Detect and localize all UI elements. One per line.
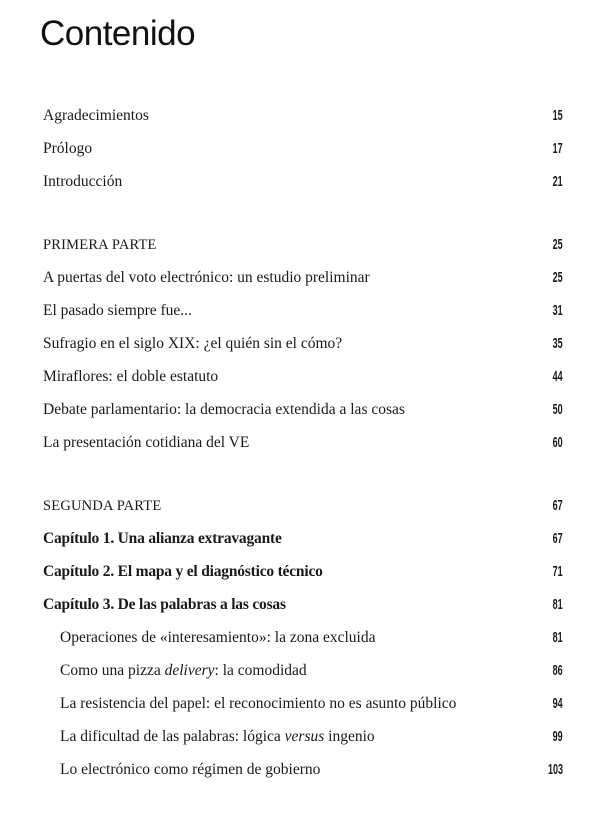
toc-entry-title: Operaciones de «interesamiento»: la zona excluida	[60, 629, 376, 646]
toc-entry[interactable]	[43, 261, 563, 294]
toc-entry[interactable]	[43, 360, 563, 393]
toc-entry[interactable]	[43, 327, 563, 360]
toc-entry-title	[43, 720, 375, 753]
toc-entry-title-part: La dificultad de las palabras: lógica	[60, 728, 285, 745]
toc-page-number: 94	[552, 695, 563, 712]
toc-entry[interactable]	[43, 720, 563, 753]
toc-entry-title: Capítulo 1. Una alianza extravagante	[43, 530, 282, 547]
toc-entry-title: Capítulo 2. El mapa y el diagnóstico técnico	[43, 563, 323, 580]
toc-page-number: 67	[552, 530, 563, 547]
toc-page-number: 15	[552, 107, 563, 124]
toc-page-number: 60	[552, 434, 563, 451]
toc-entry-title: La resistencia del papel: el reconocimiento no es asunto público	[60, 695, 457, 712]
toc-entry-title-part: : la comodidad	[214, 662, 307, 679]
toc-entry[interactable]	[43, 753, 563, 786]
toc-page-number: 86	[552, 662, 563, 679]
toc-entry-title: Introducción	[43, 173, 123, 190]
toc-entry[interactable]	[43, 228, 563, 261]
toc-group	[43, 489, 563, 786]
toc-page-number: 103	[547, 761, 563, 778]
toc-entry-title: Lo electrónico como régimen de gobierno	[60, 761, 321, 778]
toc-page-number: 31	[552, 302, 563, 319]
toc-page-number: 21	[552, 173, 563, 190]
toc-entry-title: Capítulo 3. De las palabras a las cosas	[43, 596, 286, 613]
toc-entry[interactable]	[43, 294, 563, 327]
toc-entry-title-italic: delivery	[164, 662, 215, 679]
toc-entry[interactable]	[43, 165, 563, 198]
toc-page-number: 71	[552, 563, 563, 580]
toc-page-number: 50	[552, 401, 563, 418]
toc-entry-title: Miraflores: el doble estatuto	[43, 368, 219, 385]
toc-entry[interactable]	[43, 522, 563, 555]
toc-entry[interactable]	[43, 393, 563, 426]
toc-group	[43, 99, 563, 198]
toc-entry-title: SEGUNDA PARTE	[43, 498, 162, 514]
toc-entry-title-part: ingenio	[324, 728, 375, 745]
toc-entry-title: Debate parlamentario: la democracia extendida a las cosas	[43, 401, 405, 418]
toc-page-number: 99	[552, 728, 563, 745]
toc-entry[interactable]	[43, 687, 563, 720]
toc-entry[interactable]	[43, 555, 563, 588]
toc-page-number: 81	[552, 629, 563, 646]
toc-entry[interactable]	[43, 426, 563, 459]
toc-entry[interactable]	[43, 99, 563, 132]
toc-page-number: 17	[552, 140, 563, 157]
toc-page-number: 67	[552, 497, 563, 514]
toc-entry-title: A puertas del voto electrónico: un estudio preliminar	[43, 269, 370, 286]
toc-page-number: 81	[552, 596, 563, 613]
toc-entry-title	[43, 654, 307, 687]
toc-entry[interactable]	[43, 621, 563, 654]
toc-page-number: 25	[552, 269, 563, 286]
toc-entry-title: Prólogo	[43, 140, 93, 157]
toc-entry-title: Sufragio en el siglo XIX: ¿el quién sin el cómo?	[43, 335, 343, 352]
toc-entry-title: El pasado siempre fue...	[43, 302, 192, 319]
toc-entry-title: La presentación cotidiana del VE	[43, 434, 250, 451]
toc-page-number: 44	[552, 368, 563, 385]
toc-page-number: 35	[552, 335, 563, 352]
table-of-contents	[43, 99, 563, 786]
toc-group	[43, 228, 563, 459]
toc-entry-title-italic: versus	[284, 728, 325, 745]
toc-page-number: 25	[552, 236, 563, 253]
toc-entry[interactable]	[43, 489, 563, 522]
toc-entry-title: Agradecimientos	[43, 107, 149, 124]
toc-entry[interactable]	[43, 654, 563, 687]
toc-entry-title: PRIMERA PARTE	[43, 237, 157, 253]
toc-entry-title-part: Como una pizza	[60, 662, 165, 679]
toc-entry[interactable]	[43, 132, 563, 165]
page-title: Contenido	[40, 14, 196, 53]
toc-entry[interactable]	[43, 588, 563, 621]
